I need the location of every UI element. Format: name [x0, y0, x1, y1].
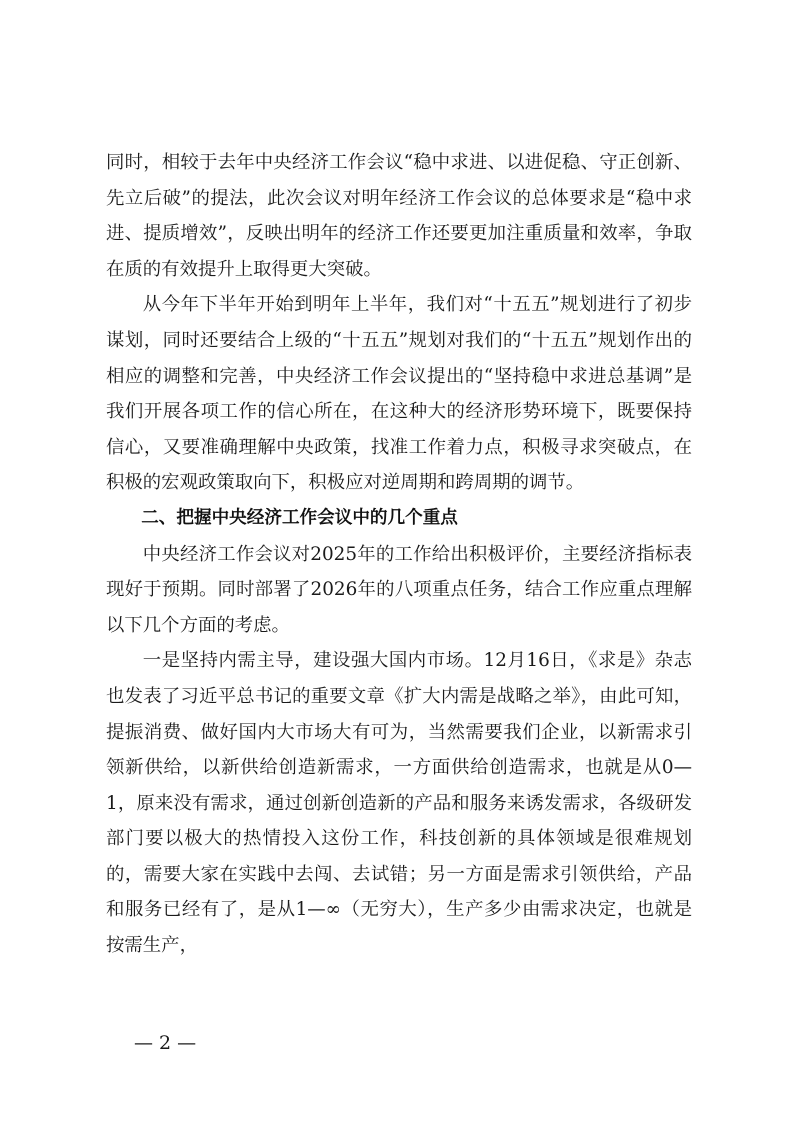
paragraph-continuation: 同时，相较于去年中央经济工作会议“稳中求进、以进促稳、守正创新、先立后破”的提法，此次会议对明年经济工作会议的总体要求是“稳中求进、提质增效”，反映出明年的经济工作还要更加注重质量和效率，争取在质的有效提升上取得更大突破。 — [106, 152, 692, 280]
section-heading: 二、把握中央经济工作会议中的几个重点 — [141, 507, 458, 528]
paragraph-planning: 从今年下半年开始到明年上半年，我们对“十五五”规划进行了初步谋划，同时还要结合上级的“十五五”规划对我们的“十五五”规划作出的相应的调整和完善，中央经济工作会议提出的“坚持稳中求进总基调”是我们开展各项工作的信心所在，在这种大的经济形势环境下，既要保持信心，又要准确理解中央政策，找准工作着力点，积极寻求突破点，在积极的宏观政策取向下，积极应对逆周期和跨周期的调节。 — [106, 294, 692, 494]
document-body — [106, 145, 692, 964]
paragraph-domestic-demand: 一是坚持内需主导，建设强大国内市场。12月16日，《求是》杂志也发表了习近平总书记的重要文章《扩大内需是战略之举》，由此可知，提振消费、做好国内大市场大有可为，当然需要我们企业，以新需求引领新供给，以新供给创造新需求，一方面供给创造需求，也就是从0—1，原来没有需求，通过创新创造新的产品和服务来诱发需求，各级研发部门要以极大的热情投入这份工作，科技创新的具体领域是很难规划的，需要大家在实践中去闯、去试错；另一方面是需求引领供给，产品和服务已经有了，是从1—∞（无穷大），生产多少由需求决定，也就是按需生产， — [106, 650, 692, 957]
paragraph-evaluation: 中央经济工作会议对2025年的工作给出积极评价，主要经济指标表现好于预期。同时部署了2026年的八项重点任务，结合工作应重点理解以下几个方面的考虑。 — [106, 543, 692, 636]
page-number: — 2 — — [134, 1032, 197, 1054]
